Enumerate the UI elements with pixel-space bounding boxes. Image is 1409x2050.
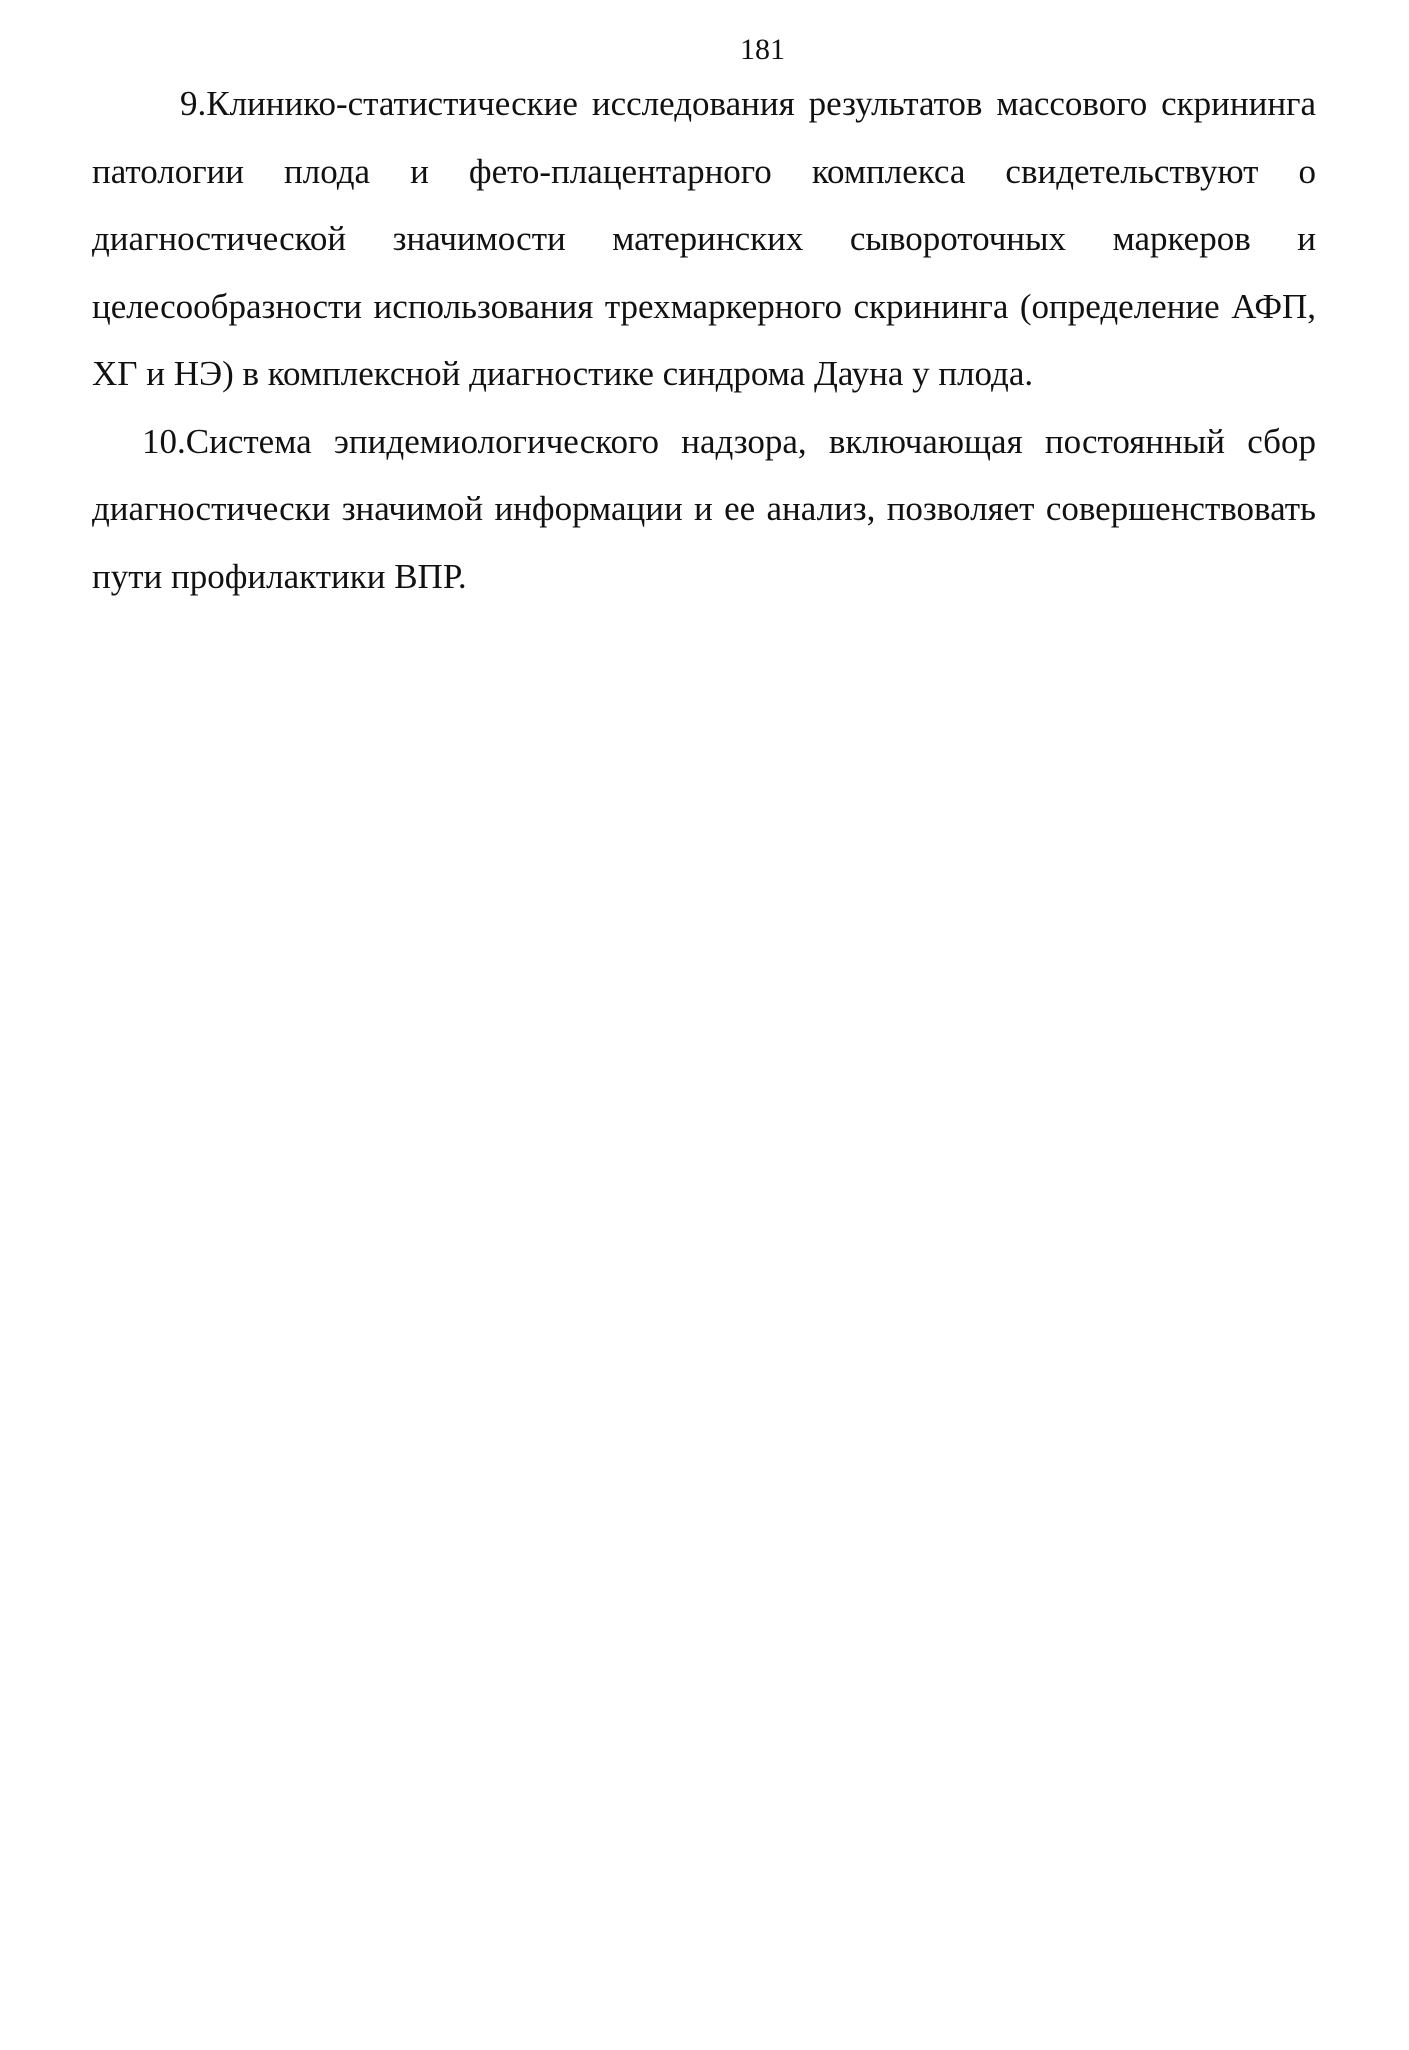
conclusion-paragraph-9: 9.Клинико-статистические исследования результатов массового скрининга патологии плода и фето-плацентарного комплекса свидетельствуют о диагностической значимости материнских сывороточных маркеров и целесообразности использования трехмаркерного скрининга (определение АФП, ХГ и НЭ) в комплексной диагностике синдрома Дауна у плода. <box>92 84 1316 393</box>
page-number: 181 <box>740 33 785 66</box>
document-body <box>92 70 1316 610</box>
conclusion-paragraph-10: 10.Система эпидемиологического надзора, включающая постоянный сбор диагностически значимой информации и ее анализ, позволяет совершенствовать пути профилактики ВПР. <box>92 421 1316 596</box>
